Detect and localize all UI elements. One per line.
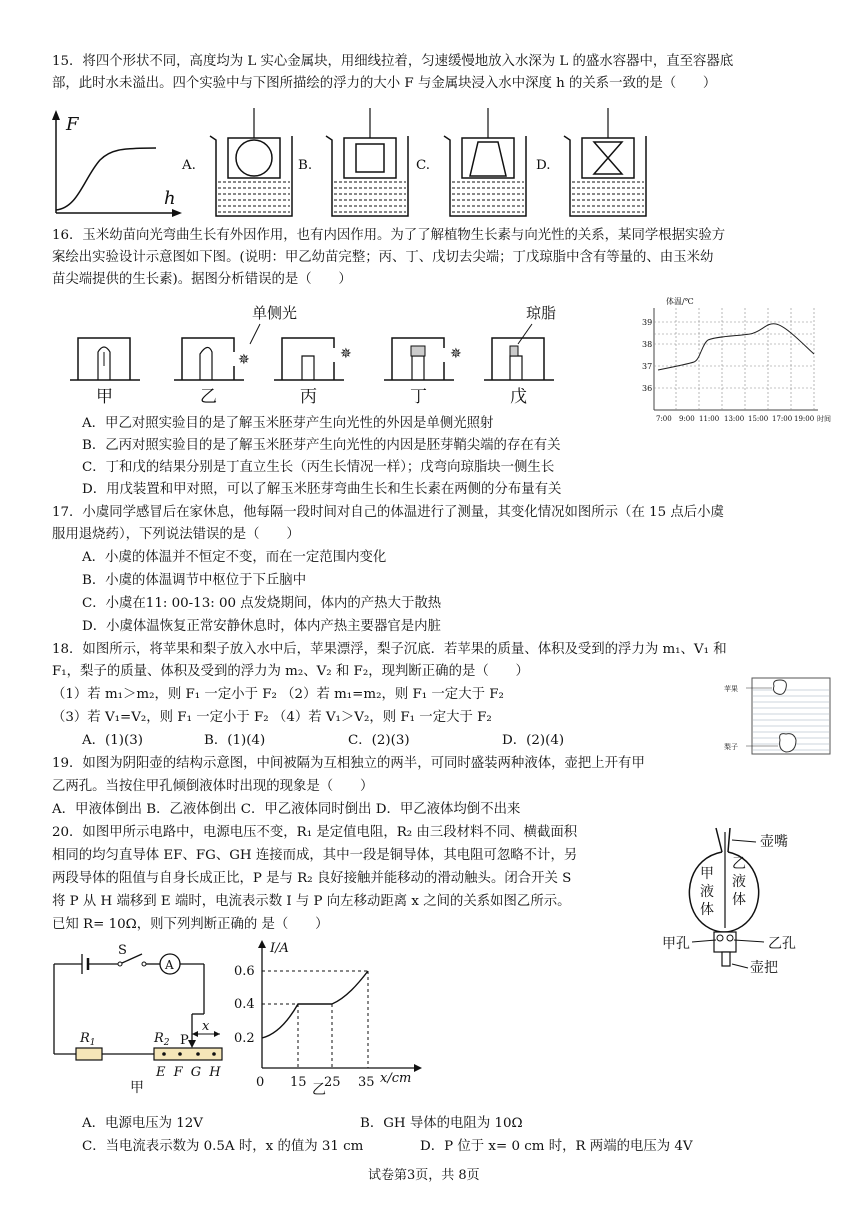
q15-force-depth-graph — [48, 108, 188, 218]
q18-option-b: B．(1)(4) — [204, 733, 266, 748]
r1-label: $R_1$ — [80, 1031, 96, 1048]
q15-option-d-label: D. — [536, 158, 551, 173]
liquid-b-label-2: 液 — [732, 874, 746, 890]
seedling-box-wu — [484, 338, 554, 380]
q15-beaker-b — [322, 108, 414, 220]
plant-label-bing: 丙 — [300, 387, 317, 404]
temp-xtick-1: 9:00 — [679, 415, 695, 423]
q20-stem-line1: 20．如图甲所示电路中，电源电压不变，R₁ 是定值电阻，R₂ 由三段材料不同、横截面积 — [52, 825, 578, 840]
q20-stem-line4: 将 P 从 H 端移到 E 端时，电流表示数 I 与 P 向左移动距离 x 之间的关系如图乙所示。 — [52, 894, 571, 909]
q20-option-c: C．当电流表示数为 0.5A 时，x 的值为 31 cm — [82, 1139, 364, 1154]
page-footer: 试卷第3页，共 8页 — [368, 1168, 480, 1183]
r2-label: $R_2$ — [154, 1031, 170, 1048]
liquid-b-label-3: 体 — [732, 892, 746, 908]
q17-option-a: A．小虞的体温并不恒定不变，而在一定范围内变化 — [82, 550, 387, 565]
q17-option-c: C．小虞在11: 00-13: 00 点发烧期间，体内的产热大于散热 — [82, 596, 442, 611]
q15-beaker-a — [206, 108, 298, 220]
q18-option-a: A．(1)(3) — [82, 733, 143, 748]
graph-xtick-25: 25 — [324, 1075, 341, 1090]
q18-stem-line1: 18．如图所示，将苹果和梨子放入水中后，苹果漂浮，梨子沉底．若苹果的质量、体积及受到的浮力为 m₁、V₁ 和 — [52, 642, 727, 657]
q15-option-a-label: A. — [182, 158, 196, 173]
q15-stem-line2: 部，此时水未溢出。四个实验中与下图所描绘的浮力的大小 F 与金属块浸入水中深度 h 的关系一致的是（ ） — [52, 76, 717, 91]
q16-option-a: A．甲乙对照实验目的是了解玉米胚芽产生向光性的外因是单侧光照射 — [82, 416, 494, 431]
q20-circuit-diagram — [44, 944, 234, 1094]
plant-label-jia: 甲 — [96, 387, 113, 404]
graph-ytick-04: 0.4 — [234, 997, 255, 1012]
circuit-caption: 甲 — [130, 1080, 144, 1094]
q15-beaker-c — [440, 108, 532, 220]
svg-text:✵: ✵ — [238, 352, 250, 368]
temp-xtick-4: 15:00 — [748, 415, 769, 423]
q15-beaker-d — [560, 108, 652, 220]
graph-xlabel: x/cm — [380, 1071, 412, 1086]
svg-text:✵: ✵ — [340, 346, 352, 362]
temperature-chart — [628, 292, 838, 424]
q18-stem-line3: （1）若 m₁＞m₂，则 F₁ 一定小于 F₂ （2）若 m₁=m₂，则 F₁ 一定大于 F₂ — [52, 687, 504, 702]
q20-option-b: B．GH 导体的电阻为 10Ω — [360, 1116, 523, 1131]
q17-option-d: D．小虞体温恢复正常安静休息时，体内产热主要器官是内脏 — [82, 619, 441, 634]
temp-ytick-36: 36 — [642, 384, 653, 393]
q16-stem-line3: 苗尖端提供的生长素)。据图分析错误的是（ ） — [52, 272, 352, 287]
hole-b-label: 乙孔 — [768, 936, 796, 952]
graph-xtick-15: 15 — [290, 1075, 307, 1090]
graph-caption: 乙 — [312, 1082, 326, 1096]
pear-label: 梨子 — [724, 743, 738, 751]
ends-label: E F G H — [156, 1065, 223, 1080]
yin-yang-pot-diagram — [660, 824, 840, 974]
fruit-water-diagram — [724, 672, 834, 756]
graph-ytick-06: 0.6 — [234, 964, 255, 979]
q15-option-b-label: B. — [298, 158, 313, 173]
q16-stem-line1: 16．玉米幼苗向光弯曲生长有外因作用，也有内因作用。为了了解植物生长素与向光性的关系，某同学根据实验方 — [52, 228, 726, 243]
q16-option-c: C．丁和戊的结果分别是丁直立生长（丙生长情况一样）；戊弯向琼脂块一侧生长 — [82, 460, 555, 475]
q17-option-b: B．小虞的体温调节中枢位于下丘脑中 — [82, 573, 307, 588]
seedling-box-yi — [174, 338, 250, 380]
q16-option-b: B．乙丙对照实验目的是了解玉米胚芽产生向光性的内因是胚芽鞘尖端的存在有关 — [82, 438, 561, 453]
graph-ylabel: I/A — [270, 941, 289, 956]
temp-ytick-39: 39 — [642, 318, 653, 327]
seedling-box-bing — [274, 338, 352, 380]
ammeter-label: A — [165, 958, 174, 972]
q15-graph-x-label: h — [164, 188, 176, 209]
temp-xtick-0: 7:00 — [656, 415, 672, 423]
switch-label: S — [118, 944, 127, 958]
q18-option-d: D．(2)(4) — [502, 733, 565, 748]
q17-stem-line1: 17．小虞同学感冒后在家休息，他每隔一段时间对自己的体温进行了测量，其变化情况如图所示（在 15 点后小虞 — [52, 505, 724, 520]
q18-stem-line4: （3）若 V₁=V₂，则 F₁ 一定小于 F₂ （4）若 V₁＞V₂，则 F₁ 一定大于 F₂ — [52, 710, 492, 725]
temp-ytick-37: 37 — [642, 362, 653, 371]
plant-label-wu: 戊 — [510, 387, 527, 404]
plant-label-yi: 乙 — [200, 387, 217, 404]
q16-light-label: 单侧光 — [252, 304, 298, 322]
graph-xtick-0: 0 — [256, 1075, 265, 1090]
temp-chart-xlabel: 时间 — [817, 415, 831, 423]
q18-option-c: C．(2)(3) — [348, 733, 410, 748]
q16-agar-label: 琼脂 — [526, 304, 557, 322]
distance-x-label: x — [202, 1019, 210, 1034]
svg-text:✵: ✵ — [450, 346, 462, 362]
graph-ytick-02: 0.2 — [234, 1031, 255, 1046]
q18-stem-line2: F₁，梨子的质量、体积及受到的浮力为 m₂、V₂ 和 F₂，现判断正确的是（ ） — [52, 664, 529, 679]
q19-options: A．甲液体倒出 B．乙液体倒出 C．甲乙液体同时倒出 D．甲乙液体均倒不出来 — [52, 802, 521, 817]
q19-stem-line1: 19．如图为阴阳壶的结构示意图，中间被隔为互相独立的两半，可同时盛装两种液体，壶把上开有甲 — [52, 756, 645, 771]
spout-label: 壶嘴 — [760, 834, 788, 850]
seedling-box-jia — [70, 338, 140, 380]
liquid-a-label-3: 体 — [700, 902, 714, 918]
temp-ytick-38: 38 — [642, 340, 653, 349]
q19-stem-line2: 乙两孔。当按住甲孔倾倒液体时出现的现象是（ ） — [52, 779, 374, 794]
temp-xtick-2: 11:00 — [699, 415, 720, 423]
q16-seedling-diagram — [70, 296, 570, 404]
q16-option-d: D．用戊装置和甲对照，可以了解玉米胚芽弯曲生长和生长素在两侧的分布量有关 — [82, 482, 562, 497]
temp-xtick-5: 17:00 — [772, 415, 793, 423]
temp-chart-ylabel: 体温/℃ — [666, 297, 694, 306]
handle-label: 壶把 — [750, 960, 778, 974]
q20-stem-line2: 相同的均匀直导体 EF、FG、GH 连接而成，其中一段是铜导体，其电阻可忽略不计，另 — [52, 848, 578, 863]
hole-a-label: 甲孔 — [662, 936, 690, 952]
liquid-a-label-2: 液 — [700, 884, 714, 900]
temp-xtick-6: 19:00 — [794, 415, 815, 423]
q15-stem-line1: 15．将四个形状不同，高度均为 L 实心金属块，用细线拉着，匀速缓慢地放入水深为 L 的盛水容器中，直至容器底 — [52, 54, 734, 69]
q20-option-a: A．电源电压为 12V — [82, 1116, 203, 1131]
graph-xtick-35: 35 — [358, 1075, 375, 1090]
liquid-b-label-1: 乙 — [732, 856, 746, 872]
temp-xtick-3: 13:00 — [724, 415, 745, 423]
q20-stem-line3: 两段导体的阻值与自身长成正比，P 是与 R₂ 良好接触并能移动的滑动触头。闭合开关 S — [52, 871, 572, 886]
q15-graph-y-label: F — [66, 114, 79, 135]
q16-stem-line2: 案绘出实验设计示意图如下图。(说明：甲乙幼苗完整；丙、丁、戊切去尖端；丁戊琼脂中含有等量的、由玉米幼 — [52, 250, 714, 265]
q17-stem-line2: 服用退烧药），下列说法错误的是（ ） — [52, 527, 300, 542]
q20-option-d: D．P 位于 x= 0 cm 时，R 两端的电压为 4V — [420, 1139, 693, 1154]
seedling-box-ding — [384, 338, 462, 380]
q20-stem-line5: 已知 R= 10Ω，则下列判断正确的 是（ ） — [52, 917, 329, 932]
q20-current-graph — [232, 938, 432, 1096]
plant-label-ding: 丁 — [410, 387, 427, 404]
liquid-a-label-1: 甲 — [700, 866, 714, 882]
q15-option-c-label: C. — [416, 158, 431, 173]
slider-p-label: P — [180, 1033, 189, 1048]
apple-label: 苹果 — [724, 685, 738, 693]
